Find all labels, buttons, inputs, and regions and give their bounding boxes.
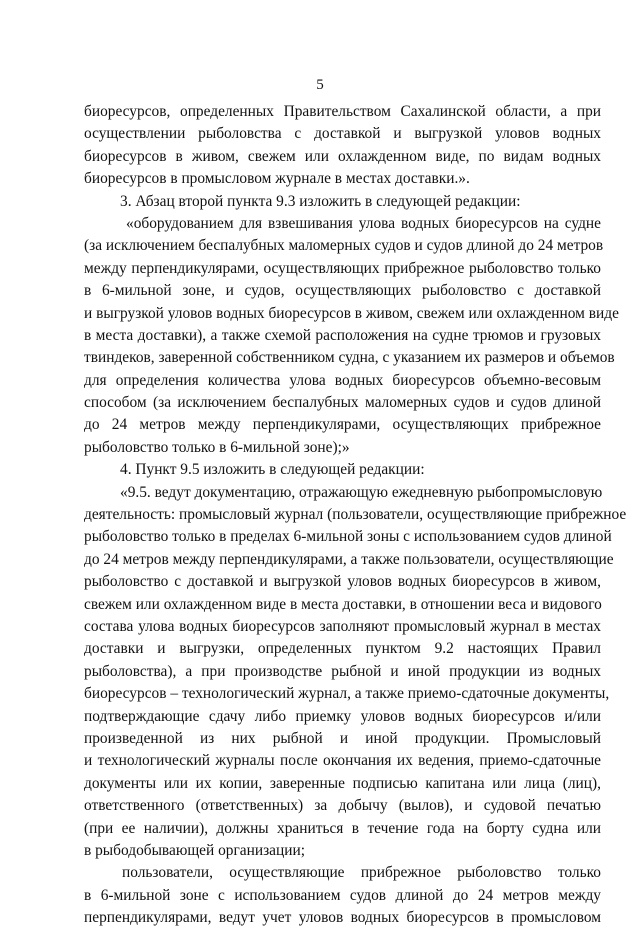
text-line: 3. Абзац второй пункта 9.3 изложить в следующей редакции:: [120, 192, 521, 210]
text-line: до 24 метров между перпендикулярами, а также пользователи, осуществляющие: [84, 550, 614, 568]
text-line: перпендикулярами, ведут учет уловов водных биоресурсов в промысловом: [84, 909, 601, 927]
text-line: и технологический журналы после окончания их ведения, приемо-сдаточные: [84, 752, 601, 770]
text-line: доставки и выгрузки, определенных пунктом 9.2 настоящих Правил: [84, 640, 601, 658]
text-line: свежем или охлажденном виде в места доставки, в отношении веса и видового: [84, 595, 602, 613]
text-line: в рыбодобывающей организации;: [84, 841, 305, 859]
text-line: деятельность: промысловый журнал (пользователи, осуществляющие прибрежное: [84, 506, 627, 524]
text-line: в 6-мильной зоне, и судов, осуществляющих рыболовство с доставкой: [84, 282, 601, 300]
text-line: «9.5. ведут документацию, отражающую ежедневную рыбопромысловую: [120, 483, 603, 501]
text-line: для определения количества улова водных биоресурсов объемно-весовым: [84, 371, 601, 389]
text-line: биоресурсов – технологический журнал, а также приемо-сдаточные документы,: [84, 685, 610, 703]
text-line: биоресурсов в промысловом журнале в местах доставки.».: [84, 170, 470, 188]
text-line: до 24 метров между перпендикулярами, осуществляющих прибрежное: [84, 416, 601, 434]
text-line: биоресурсов в живом, свежем или охлажденном виде, по видам водных: [84, 147, 601, 165]
document-body: [84, 101, 627, 929]
text-line: осуществлении рыболовства с доставкой и выгрузкой уловов водных: [84, 125, 601, 143]
text-line: подтверждающие сдачу либо приемку уловов водных биоресурсов и/или: [84, 707, 601, 725]
text-line: 4. Пункт 9.5 изложить в следующей редакции:: [120, 461, 425, 479]
text-line: «оборудованием для взвешивания улова водных биоресурсов на судне: [126, 214, 601, 232]
text-line: произведенной из них рыбной и иной продукции. Промысловый: [84, 729, 601, 747]
text-line: (за исключением беспалубных маломерных судов и судов длиной до 24 метров: [84, 237, 604, 255]
text-line: рыболовство только в 6-мильной зоне);»: [84, 438, 350, 456]
text-line: документы или их копии, заверенные подписью капитана или лица (лиц),: [84, 774, 601, 792]
text-line: твиндеков, заверенной собственником судна, с указанием их размеров и объемов: [84, 349, 615, 367]
text-line: между перпендикулярами, осуществляющих прибрежное рыболовство только: [84, 259, 601, 277]
text-line: рыболовство только в пределах 6-мильной зоны с использованием судов длиной: [84, 528, 612, 546]
text-line: пользователи, осуществляющие прибрежное рыболовство только: [122, 864, 601, 882]
text-line: и выгрузкой уловов водных биоресурсов в живом, свежем или охлажденном виде: [84, 304, 619, 322]
text-line: в места доставки), а также схемой расположения на судне трюмов и грузовых: [84, 326, 601, 344]
text-line: (при ее наличии), должны храниться в течение года на борту судна или: [84, 819, 601, 837]
text-line: состава улова водных биоресурсов заполняют промысловый журнал в местах: [84, 617, 601, 635]
text-line: рыболовства), а при производстве рыбной и иной продукции из водных: [84, 662, 601, 680]
text-line: биоресурсов, определенных Правительством Сахалинской области, а при: [84, 103, 601, 120]
text-line: рыболовство с доставкой и выгрузкой уловов водных биоресурсов в живом,: [84, 573, 601, 591]
text-line: способом (за исключением беспалубных маломерных судов и судов длиной: [84, 394, 601, 412]
text-line: ответственного (ответственных) за добычу (вылов), и судовой печатью: [84, 797, 601, 815]
page-number: 5: [316, 77, 324, 93]
text-line: в 6-мильной зоне с использованием судов длиной до 24 метров между: [84, 886, 601, 904]
